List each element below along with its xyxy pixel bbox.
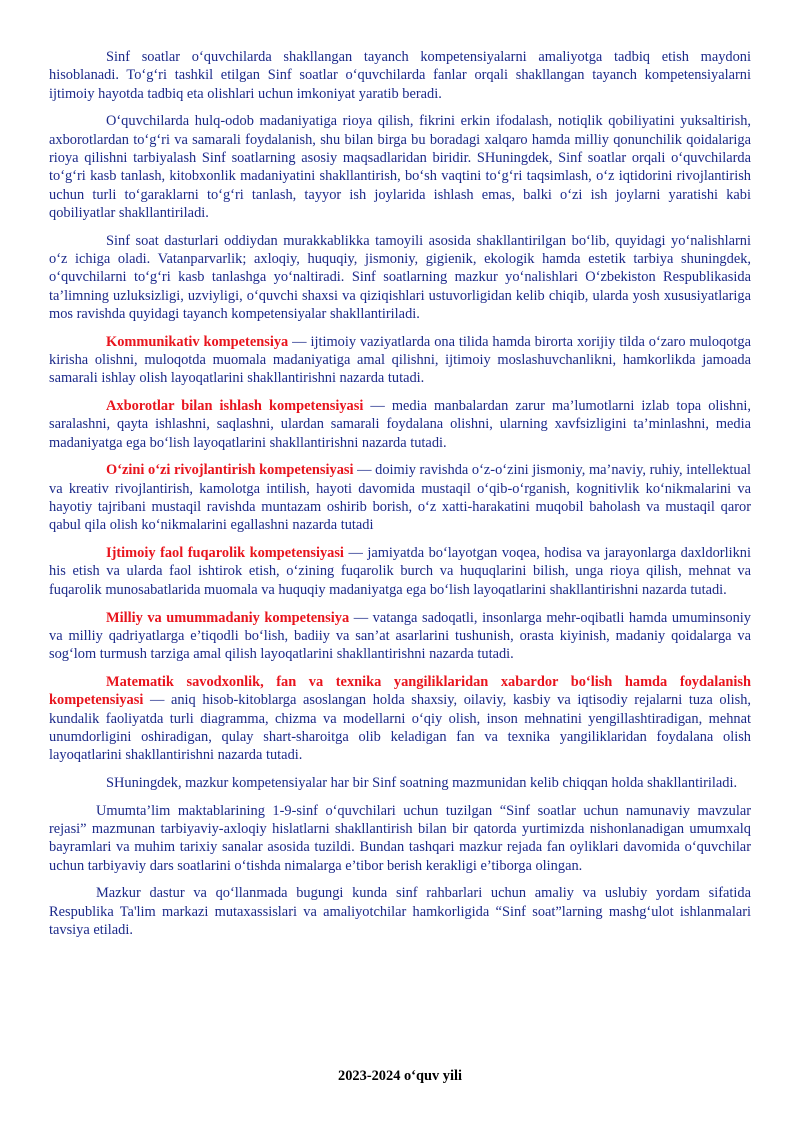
paragraph-plan: [49, 802, 751, 875]
competency-communicative: [49, 333, 751, 388]
paragraph-recommendation: [49, 884, 751, 939]
paragraph-text: Mazkur dastur va qo‘llanmada bugungi kunda sinf rahbarlari uchun amaliy va uslubiy yordam sifatida Respublika Ta'lim markazi mutaxassislari va amaliyotchilar hamkorligida “Sinf soat”larning mashg‘ulot ishlanmalari tavsiya etiladi.: [49, 885, 751, 938]
competency-civic: [49, 544, 751, 599]
competency-description: — vatanga sadoqatli, insonlarga mehr-oqibatli hamda umuminsoniy va milliy qadriyatlarga e’tiqodli bo‘lish, badiiy va san’at asarlarini tushunish, orasta kiyinish, madaniy qoidalarga va sog‘lom turmush tarziga amal qilish layoqatlarini shakllantirishni nazarda tutadi.: [49, 609, 751, 663]
competency-term: Ijtimoiy faol fuqarolik kompetensiyasi: [106, 545, 344, 562]
competency-description: — media manbalardan zarur ma’lumotlarni izlab topa olishni, saralashni, qayta ishlashni, saqlashni, ulardan samarali foydalana olishni, ularning xavfsizligini ta’minlashni, media madaniyatga ega bo‘lish layoqatlarini shakllantirishni nazarda tutadi.: [49, 398, 751, 451]
competency-cultural: [49, 609, 751, 664]
paragraph-directions: [49, 232, 751, 323]
academic-year-footer: 2023-2024 o‘quv yili: [338, 1068, 462, 1084]
competency-description: — ijtimoiy vaziyatlarda ona tilida hamda birorta xorijiy tilda o‘zaro muloqotga kirisha olishni, muloqotda muomala madaniyatiga amal qilishni, ijtimoiy moslashuvchanlikni, hamkorlikda jamoada samarali ishlay olish layoqatlarini shakllantirishni nazarda tutadi.: [49, 333, 751, 387]
competency-term: Kommunikativ kompetensiya: [106, 333, 289, 350]
paragraph-text: Sinf soat dasturlari oddiydan murakkablikka tamoyili asosida shakllantirilgan bo‘lib, quyidagi yo‘nalishlarni o‘z ichiga oladi. Vatanparvarlik; axloqiy, huquqiy, jismoniy, gigienik, ekologik hamda estetik tarbiya shuningdek, o‘quvchilarni to‘g‘ri kasb tanlashga yo‘naltiradi. Sinf soatlarning mazkur yo‘nalishlari O‘zbekiston Respublikasida ta’limning uzluksizligi, uzviyligi, o‘quvchi shaxsi va qiziqishlari ustuvorligidan kelib chiqib, ularda yosh xususiyatlariga mos ravishda quyidagi tayanch kompetensiyalar shakllantiriladi.: [49, 232, 751, 322]
competency-term: Milliy va umummadaniy kompetensiya: [106, 609, 350, 626]
paragraph-text: Umumta’lim maktablarining 1-9-sinf o‘quvchilari uchun tuzilgan “Sinf soatlar uchun namunaviy mavzular rejasi” mazmunan tarbiyaviy-axloqiy hislatlarni shakllantirish bilan bir qatorda yurtimizda nishonlanadigan umumxalq bayramlari va muhim tarixiy sanalar asosida tuzildi. Bundan tashqari mazkur rejada fan oyliklari davomida o‘quvchilar uchun tarbiyaviy dars soatlarini o‘tishda nimalarga e’tibor berish kerakligi e’tiborga olingan.: [49, 802, 751, 874]
paragraph-text: O‘quvchilarda hulq-odob madaniyatiga rioya qilish, fikrini erkin ifodalash, notiqlik qobiliyatini yuksaltirish, axborotlardan to‘g‘ri va samarali foydalanish, shu bilan birga bu boradagi xalqaro hamda milliy qonunchilik qoidalariga rioya qilishni tarbiyalash Sinf soatlarning asosiy maqsadlaridan biridir. SHuningdek, Sinf soatlar orqali o‘quvchilarda to‘g‘ri kasb tanlash, kitobxonlik madaniyatini shakllantirish, bo‘sh vaqtini to‘g‘ri taqsimlash, o‘z iqtidorini rivojlantirish uchun turli to‘garaklarni to‘g‘ri tanlash, tayyor ish joylarida ishlash emas, balki o‘zi ish joylarni yaratishi kabi qobiliyatlar shakllantiriladi.: [49, 113, 751, 221]
competency-term: O‘zini o‘zi rivojlantirish kompetensiyasi: [106, 462, 354, 479]
paragraph-text: SHuningdek, mazkur kompetensiyalar har bir Sinf soatning mazmunidan kelib chiqqan holda shakllantiriladi.: [106, 774, 738, 791]
competency-description: — aniq hisob-kitoblarga asoslangan holda shaxsiy, oilaviy, kasbiy va iqtisodiy rejalarni tuza olish, kundalik faoliyatda turli diagramma, chizma va modellarni o‘qiy olish, inson mehnatini yengillashtiradigan, mehnat unumdorligini oshiradigan, qulay shart-sharoitga olib keladigan fan va texnika yangiliklaridan foydalana olish layoqatlarini shakllantirishni nazarda tutadi.: [49, 692, 751, 764]
paragraph-goals: [49, 112, 751, 222]
competency-description: — jamiyatda bo‘layotgan voqea, hodisa va jarayonlarga daxldorlikni his etish va ularda faol ishtirok etish, o‘zining fuqarolik burch va huquqlarini bilish, unga rioya qilish, mehnat va fuqarolik munosabatlarida muomala va huquqiy madaniyatga ega bo‘lish layoqatlarini shakllantirishni nazarda tutadi.: [49, 545, 751, 598]
paragraph-text: Sinf soatlar o‘quvchilarda shakllangan tayanch kompetensiyalarni amaliyotga tadbiq etish maydoni hisoblanadi. To‘g‘ri tashkil etilgan Sinf soatlar o‘quvchilarda fanlar orqali shakllangan tayanch kompetensiyalarni ijtimoiy hayotda tadbiq eta olishlari uchun imkoniyat yaratib beradi.: [49, 49, 751, 102]
competency-term: Axborotlar bilan ishlash kompetensiyasi: [106, 398, 364, 415]
competency-mathematical: [49, 673, 751, 764]
document-body: [49, 48, 751, 949]
paragraph-intro: [49, 48, 751, 103]
paragraph-summary: [49, 774, 751, 792]
competency-self-development: [49, 461, 751, 534]
competency-description: — doimiy ravishda o‘z-o‘zini jismoniy, ma’naviy, ruhiy, intellektual va kreativ rivojlantirish, kamolotga intilish, hayoti davomida mustaqil o‘qib-o‘rganish, kognitivlik ko‘nikmalarini va hayotiy tajribani mustaqil ravishda muntazam oshirib borish, o‘z xatti-harakatini muqobil baholash va mustaqil qaror qabul qila olish ko‘nikmalarini egallashni nazarda tutadi: [49, 462, 751, 534]
competency-information: [49, 397, 751, 452]
competency-term: Matematik savodxonlik, fan va texnika yangiliklaridan xabardor bo‘lish hamda foydalanish kompetensiyasi: [49, 673, 751, 709]
